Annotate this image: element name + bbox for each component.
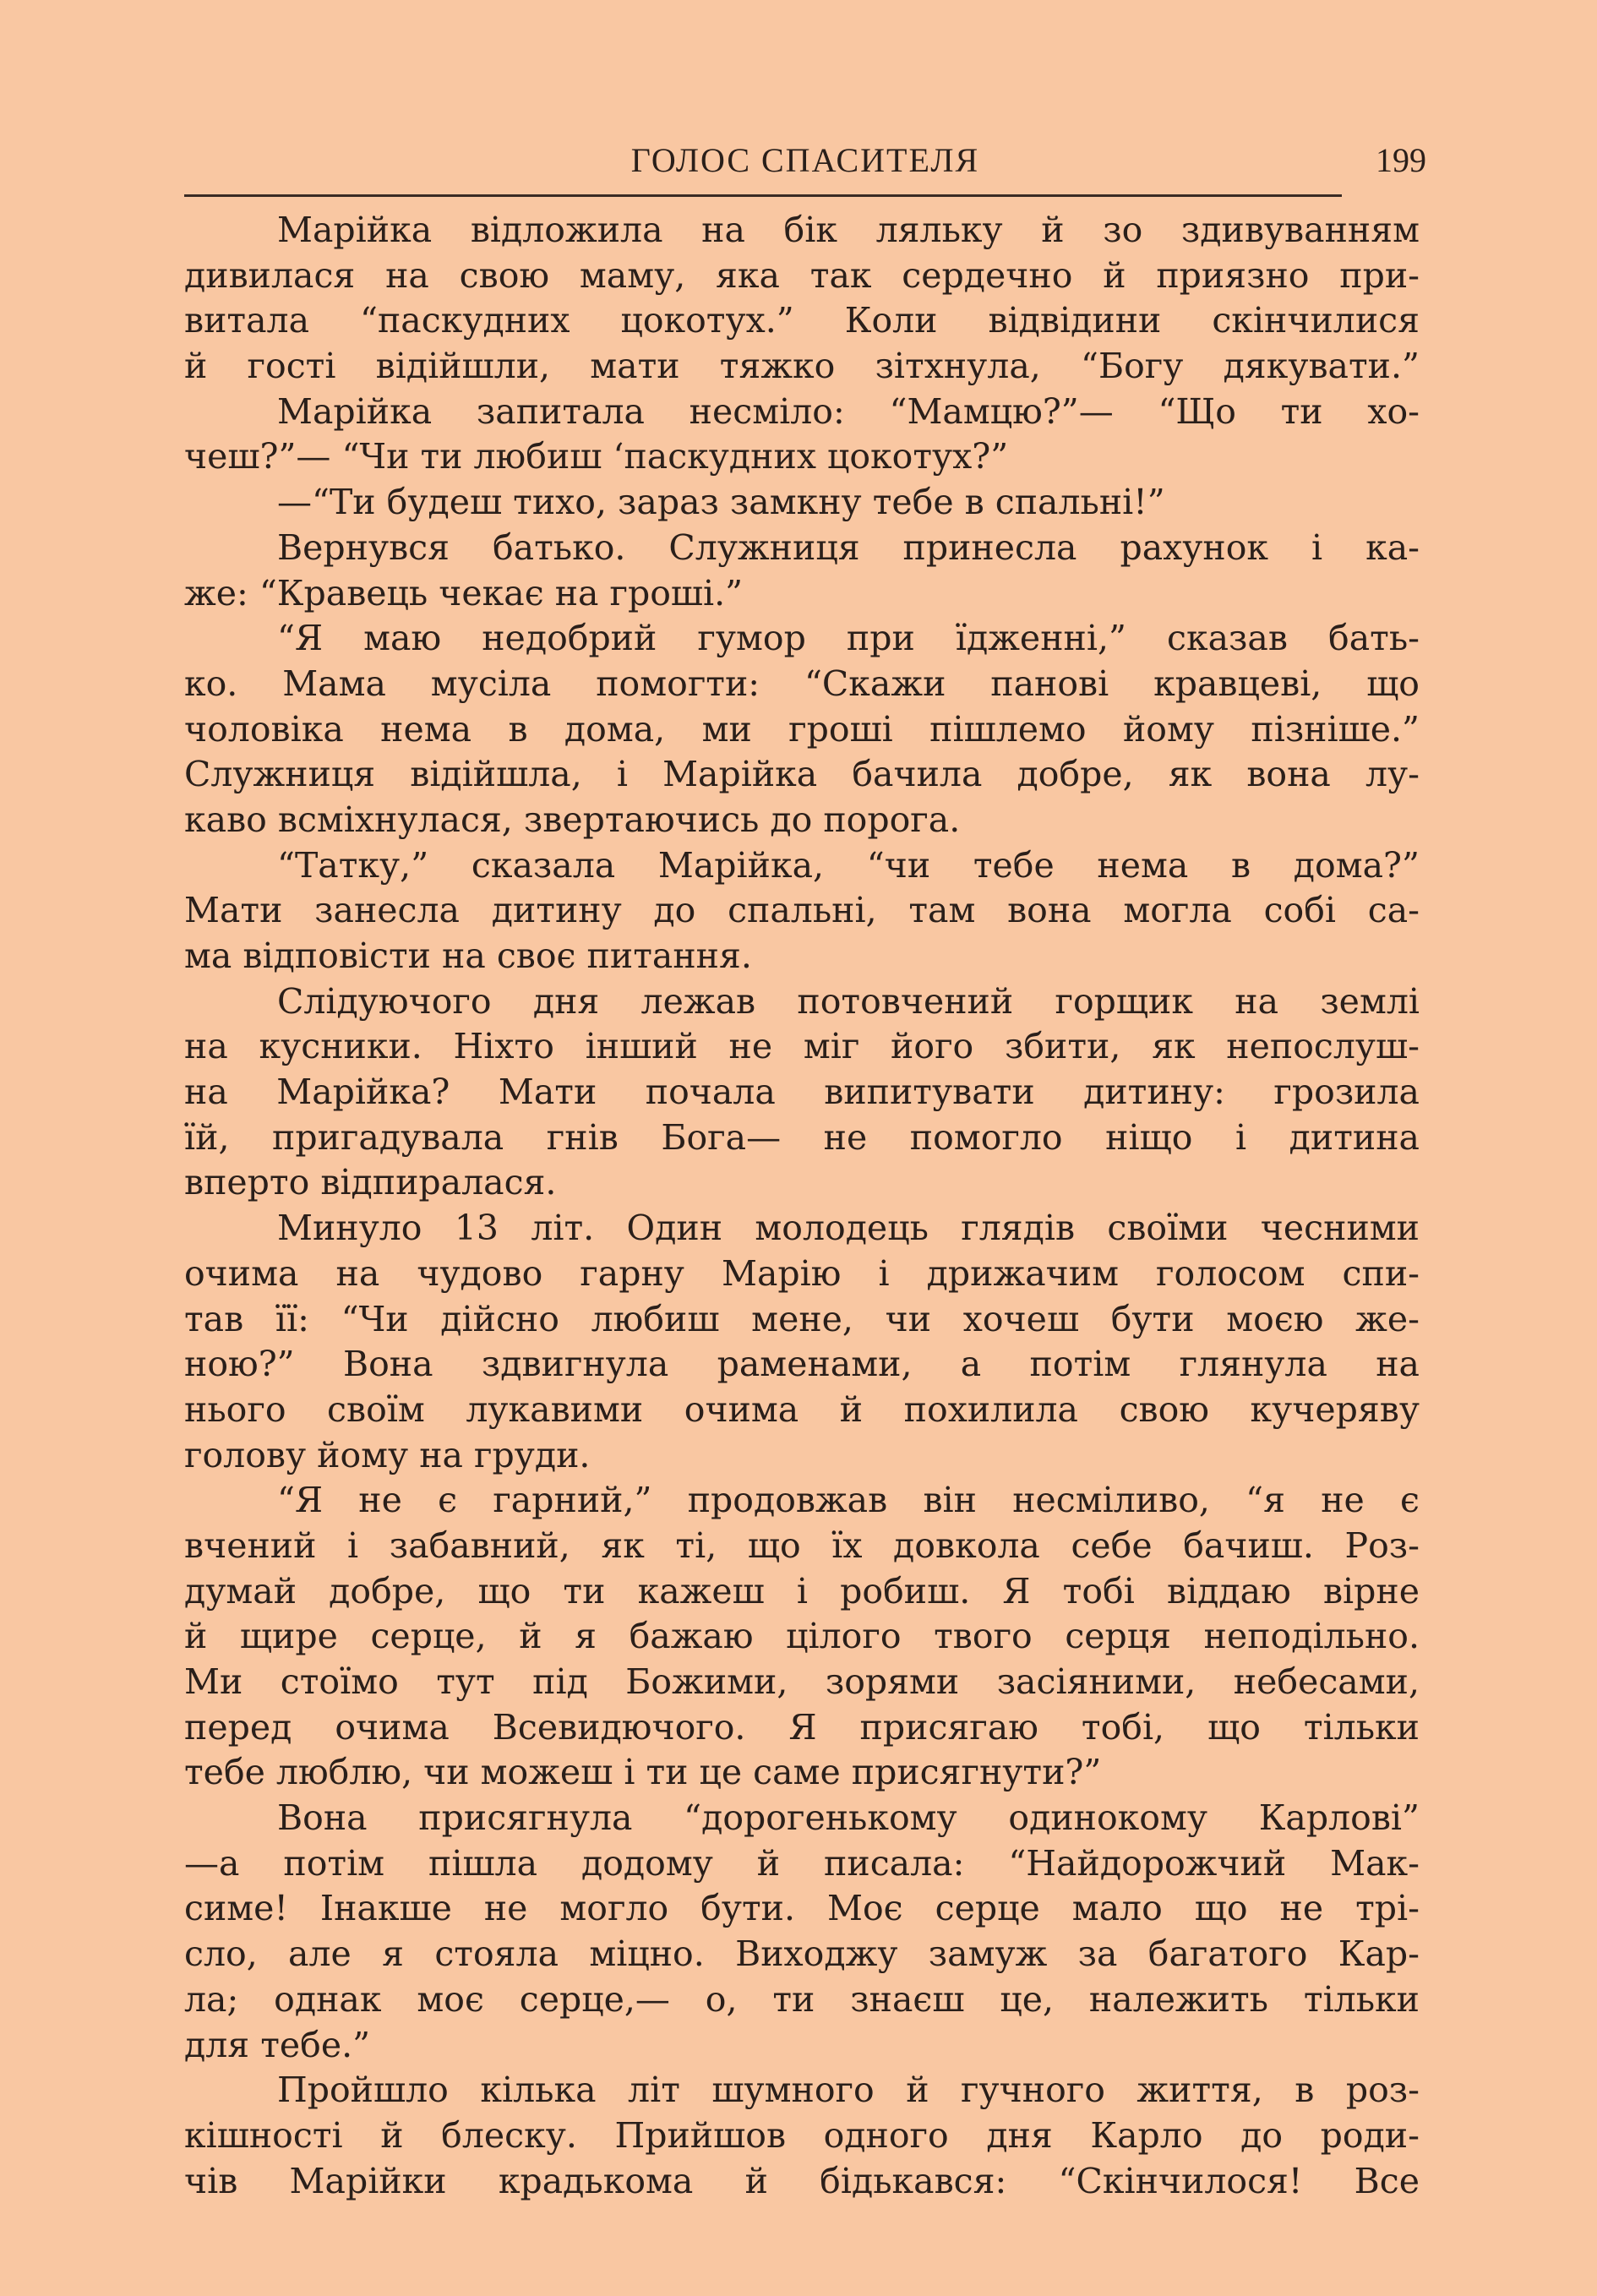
text-line: сло, але я стояла міцно. Виходжу замуж за багатого Кар- [184, 1933, 1420, 1975]
text-line: й щире серце, й я бажаю цілого твого серця неподільно. [184, 1616, 1420, 1657]
running-title: ГОЛОС СПАСИТЕЛЯ [630, 141, 980, 179]
text-line: Минуло 13 літ. Один молодець глядів своїми чесними [277, 1208, 1420, 1249]
header-rule [184, 194, 1342, 197]
text-line: Слідуючого дня лежав потовчений горщик на землі [277, 980, 1420, 1022]
text-line: на Марійка? Мати почала випитувати дитину: грозила [184, 1072, 1420, 1113]
text-line: чеш?”— “Чи ти любиш ‘паскудних цокотух?” [184, 436, 1009, 477]
text-line: голову йому на груди. [184, 1434, 591, 1475]
text-line: Мати занесла дитину до спальні, там вона могла собі са- [184, 890, 1420, 931]
body-text [184, 208, 1420, 2204]
text-line: “Татку,” сказала Марійка, “чи тебе нема в дома?” [277, 844, 1420, 886]
text-line: Служниця відійшла, і Марійка бачила добре, як вона лу- [184, 754, 1420, 795]
text-line: на кусники. Ніхто інший не міг його збити, як непослуш- [184, 1026, 1420, 1067]
text-line: Пройшло кілька літ шумного й гучного життя, в роз- [277, 2070, 1420, 2111]
text-line: й гості відійшли, мати тяжко зітхнула, “Богу дякувати.” [184, 346, 1420, 387]
text-line: —“Ти будеш тихо, зараз замкну тебе в спальні!” [277, 482, 1165, 523]
text-line: очима на чудово гарну Марію і дрижачим голосом спи- [184, 1252, 1420, 1294]
text-line: Ми стоїмо тут під Божими, зорями засіяними, небесами, [184, 1661, 1420, 1702]
text-line: Вона присягнула “дорогенькому одинокому Карлові” [277, 1797, 1420, 1839]
text-line: чів Марійки крадькома й бідькався: “Скінчилося! Все [184, 2160, 1420, 2201]
text-line: Вернувся батько. Служниця принесла рахунок і ка- [277, 526, 1420, 568]
text-line: нього своїм лукавими очима й похилила свою кучеряву [184, 1388, 1420, 1430]
text-line: чоловіка нема в дома, ми гроші пішлемо йому пізніше.” [184, 708, 1420, 750]
text-line: перед очима Всевидючого. Я присягаю тобі, що тільки [184, 1706, 1420, 1748]
text-line: ла; однак моє серце,— о, ти знаєш це, належить тільки [184, 1978, 1420, 2020]
text-line: ко. Мама мусіла помогти: “Скажи панові кравцеві, що [184, 663, 1420, 704]
text-line: ною?” Вона здвигнула раменами, а потім глянула на [184, 1344, 1420, 1385]
text-line: Марійка відложила на бік ляльку й зо здивуванням [277, 210, 1420, 250]
text-line: для тебе.” [184, 2024, 371, 2065]
text-line: витала “паскудних цокотух.” Коли відвідини скінчилися [184, 300, 1420, 341]
text-line: же: “Кравець чекає на гроші.” [184, 572, 744, 614]
page-number: 199 [1376, 141, 1426, 179]
text-line: —а потім пішла додому й писала: “Найдорожчий Мак- [184, 1842, 1420, 1884]
text-line: тебе люблю, чи можеш і ти це саме присягнути?” [184, 1752, 1102, 1793]
text-line: Марійка запитала несміло: “Мамцю?”— “Що ти хо- [277, 390, 1420, 432]
text-line: думай добре, що ти кажеш і робиш. Я тобі віддаю вірне [184, 1570, 1420, 1612]
running-head [184, 135, 1426, 186]
text-line: їй, пригадувала гнів Бога— не помогло ніщо і дитина [184, 1116, 1420, 1158]
text-line: вперто відпиралася. [184, 1162, 557, 1203]
text-line: ма відповісти на своє питання. [184, 935, 752, 976]
text-line: каво всміхнулася, звертаючись до порога. [184, 799, 961, 840]
text-line: дивилася на свою маму, яка так сердечно й приязно при- [184, 254, 1420, 296]
text-line: симе! Інакше не могло бути. Моє серце мало що не трі- [184, 1888, 1420, 1929]
text-line: “Я не є гарний,” продовжав він несміливо, “я не є [277, 1480, 1420, 1521]
text-line: кішності й блеску. Прийшов одного дня Карло до роди- [184, 2114, 1420, 2156]
text-line: тав її: “Чи дійсно любиш мене, чи хочеш бути моєю же- [184, 1298, 1420, 1339]
text-line: вчений і забавний, як ті, що їх довкола себе бачиш. Роз- [184, 1524, 1420, 1566]
text-line: “Я маю недобрий гумор при їдженні,” сказав бать- [277, 618, 1420, 659]
